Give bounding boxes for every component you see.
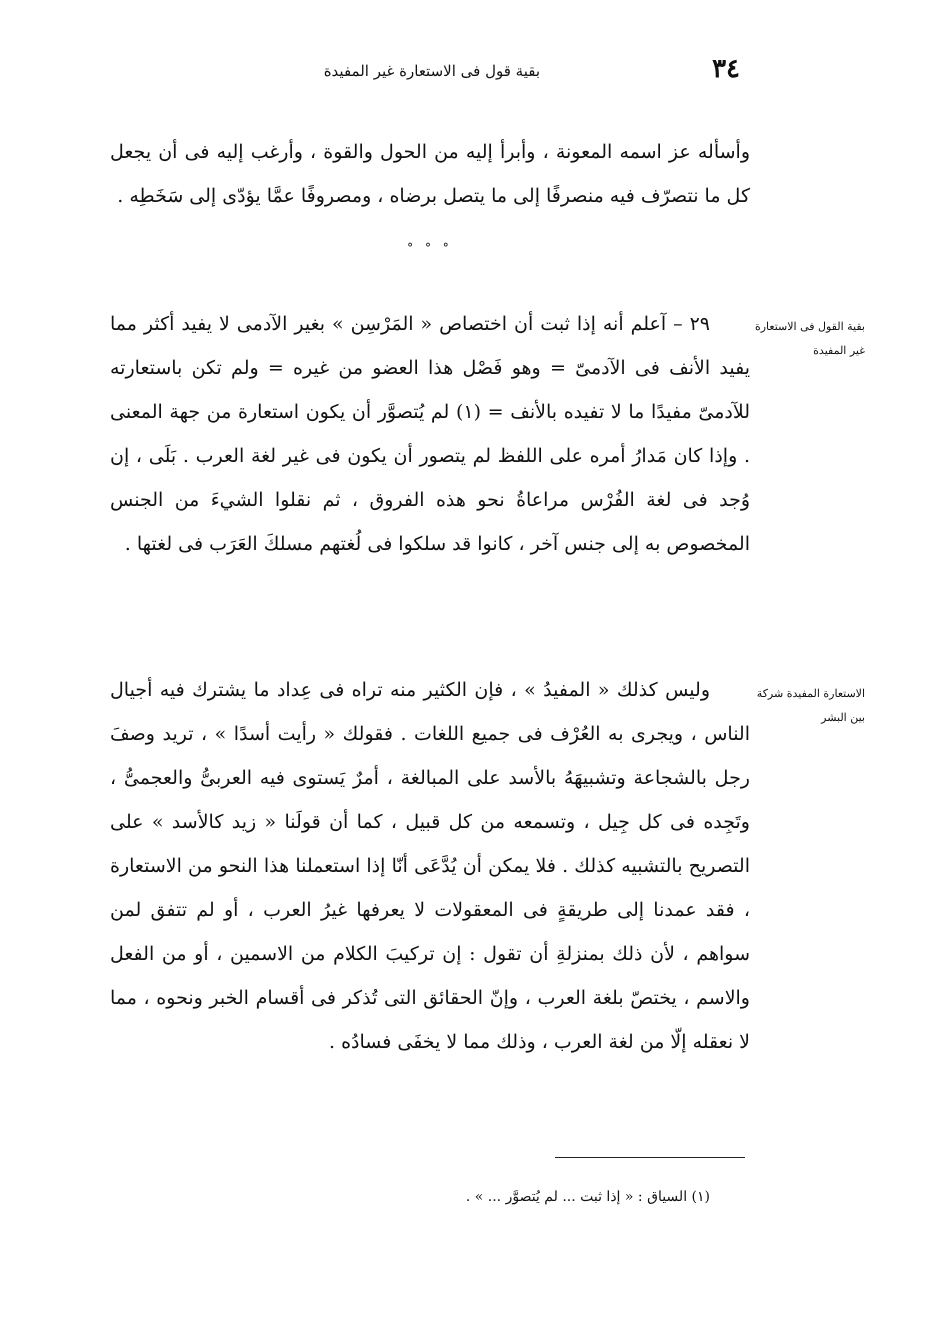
- footnote-divider: [555, 1157, 745, 1158]
- margin-note-useful-metaphor: الاستعارة المفيدة شركة بين البشر: [756, 687, 865, 724]
- page-header: [300, 52, 740, 92]
- paragraph-29-text: ٢٩ – آعلم أنه إذا ثبت أن اختصاص « المَرْسِن » بغير الآدمى لا يفيد أكثر مما يفيد الأنف فى الآدمىّ = وهو فَصْل هذا العضو من غيره = ولم تكن باستعارته للآدمىّ مفيدًا ما لا تفيده بالأنف = (١) لم يُتصوَّر أن يكون استعارة من جهة المعنى . وإذا كان مَدارُ أمره على اللفظ لم يتصور أن يكون فى غير لغة العرب . بَلَى ، إن وُجد فى لغة الفُرْس مراعاةُ نحو هذه الفروق ، ثم نقلوا الشيءَ من الجنس المخصوص به إلى جنس آخر ، كانوا قد سلكوا فى لُغتهم مسلكَ العَرَب فى لغتها .: [110, 313, 751, 555]
- margin-note-remaining-discussion: بقية القول فى الاستعارة غير المفيدة: [754, 320, 865, 357]
- paragraph-29: [110, 302, 750, 566]
- running-title: بقية قول فى الاستعارة غير المفيدة: [323, 62, 540, 80]
- footnote: (١) السياق : « إذا ثبت ... لم يُتصوَّر ... » .: [465, 1189, 710, 1205]
- paragraph-useful-metaphor: [110, 668, 750, 1064]
- section-separator: ° ° °: [407, 241, 453, 255]
- page-number: ٣٤: [712, 54, 740, 84]
- intro-paragraph: [110, 130, 750, 218]
- intro-text: وأسأله عز اسمه المعونة ، وأبرأ إليه من الحول والقوة ، وأرغب إليه فى أن يجعل كل ما نتصرّف فيه منصرفًا إلى ما يتصل برضاه ، ومصروفًا عمَّا يؤدّى إلى سَخَطِه .: [110, 141, 750, 207]
- paragraph-useful-metaphor-text: وليس كذلك « المفيدُ » ، فإن الكثير منه تراه فى عِداد ما يشترك فيه أجيال الناس ، ويجرى به العُرْف فى جميع اللغات . فقولك « رأيت أسدًا » ، تريد وصفَ رجل بالشجاعة وتشبيهَهُ بالأسد على المبالغة ، أمرٌ يَستوى فيه العربىُّ والعجمىُّ ، وتَجِده فى كل جِيل ، وتسمعه من كل قبيل ، كما أن قولَنا « زيد كالأسد » على التصريح بالتشبيه كذلك . فلا يمكن أن يُدَّعَى أنّا إذا استعملنا هذا النحو من الاستعارة ، فقد عمدنا إلى طريقةٍ فى المعقولات لا يعرفها غيرُ العرب ، أو لم تتفق لمن سواهم ، لأن ذلك بمنزلةِ أن تقول : إن تركيبَ الكلام من الاسمين ، أو من الفعل والاسم ، يختصّ بلغة العرب ، وإنّ الحقائق التى تُذكر فى أقسام الخبر ونحوه ، مما لا نعقله إلّا من لغة العرب ، وذلك مما لا يخفَى فسادُه .: [110, 679, 750, 1053]
